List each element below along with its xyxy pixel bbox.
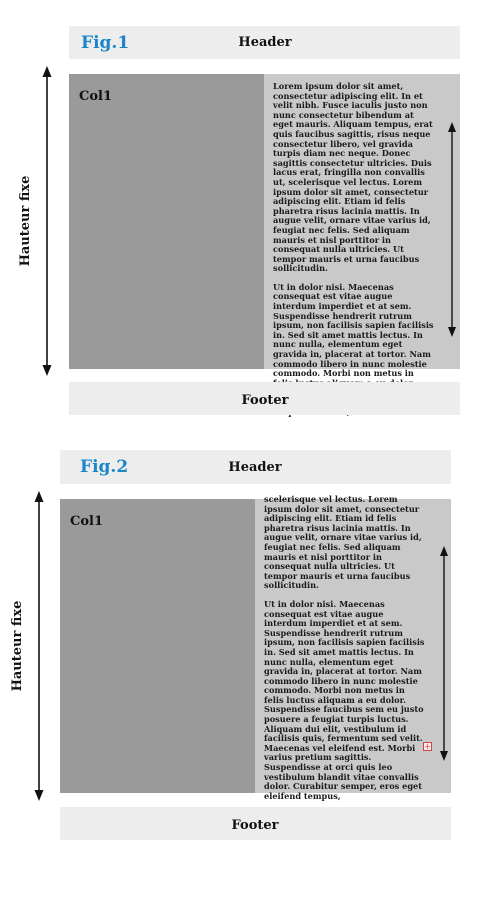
fig2-side-label: Hauteur fixe xyxy=(10,600,25,692)
broken-image-icon: + xyxy=(424,742,431,751)
fig1-side-label: Hauteur fixe xyxy=(18,175,33,267)
fig2-col2-paragraph-1: scelerisque vel lectus. Lorem ipsum dolor sit amet, consectetur adipiscing elit. Etiam id felis pharetra risus lacinia mattis. In augue velit, ornare vitae varius id, feugiat nec felis. Sed aliquam mauris et nisl porttitor in consequat nulla ultricies. Ut tempor mauris et urna faucibus sollicitudin. xyxy=(264,494,422,591)
fig1-col2-paragraph-2: Ut in dolor nisi. Maecenas consequat est vitae augue interdum imperdiet et at sem. Suspendisse hendrerit rutrum ipsum, non facilisis sapien facilisis in. Sed sit amet mattis lectus. In nunc nulla, elementum eget gravida in, placerat at tortor. Nam commodo libero in nunc molestie commodo. Morbi non metus in xyxy=(273,281,434,379)
fig1-footer-label: Footer xyxy=(241,393,289,408)
fig2-footer-label: Footer xyxy=(231,818,279,833)
fig2-label: Fig.2 xyxy=(80,457,129,477)
fig1-header-label: Header xyxy=(238,35,292,50)
fig2-col2-paragraph-2: Ut in dolor nisi. Maecenas consequat est vitae augue interdum imperdiet et at sem. Suspendisse hendrerit rutrum ipsum, non facilisis sapien facilisis in. Sed sit amet mattis lectus. In nunc nulla, elementum eget gravida in, placerat at tortor. Nam commodo libero in nunc molestie commodo. Morbi non metus in felis luctus aliquam a eu dolor. Suspendisse faucibus sem eu justo posuere a feugiat turpis luctus. Aliquam dui elit, vestibulum id facilisis quis, fermentum sed velit. Maecenas vel eleifend est. Morbi varius pretium sagittis. Suspendisse at orci quis leo vestibulum blandit vitae convallis dolor. Curabitur semper, eros eget eleifend tempus, xyxy=(264,598,425,801)
fig1-col1-label: Col1 xyxy=(79,89,113,104)
fig1-col2-paragraph-1: Lorem ipsum dolor sit amet, consectetur adipiscing elit. In et velit nibh. Fusce iaculis justo non nunc consectetur bibendum at eget mauris. Aliquam tempus, erat quis faucibus sagittis, risus neque consectetur libero, vel gravida turpis diam nec neque. Donec sagittis consectetur ultricies. Duis lacus erat, fringilla non convallis ut, scelerisque vel lectus. Lorem ipsum dolor sit amet, consectetur adipiscing elit. Etiam id felis pharetra risus lacinia mattis. In augue velit, ornare vitae varius id, feugiat nec felis. Sed aliquam mauris et nisl porttitor in consequat nulla ultricies. Ut tempor mauris et urna faucibus sollicitudin. xyxy=(273,81,433,274)
fig2-header-label: Header xyxy=(228,460,282,475)
fig2-col1-label: Col1 xyxy=(70,514,104,529)
fig1-label: Fig.1 xyxy=(81,33,130,53)
